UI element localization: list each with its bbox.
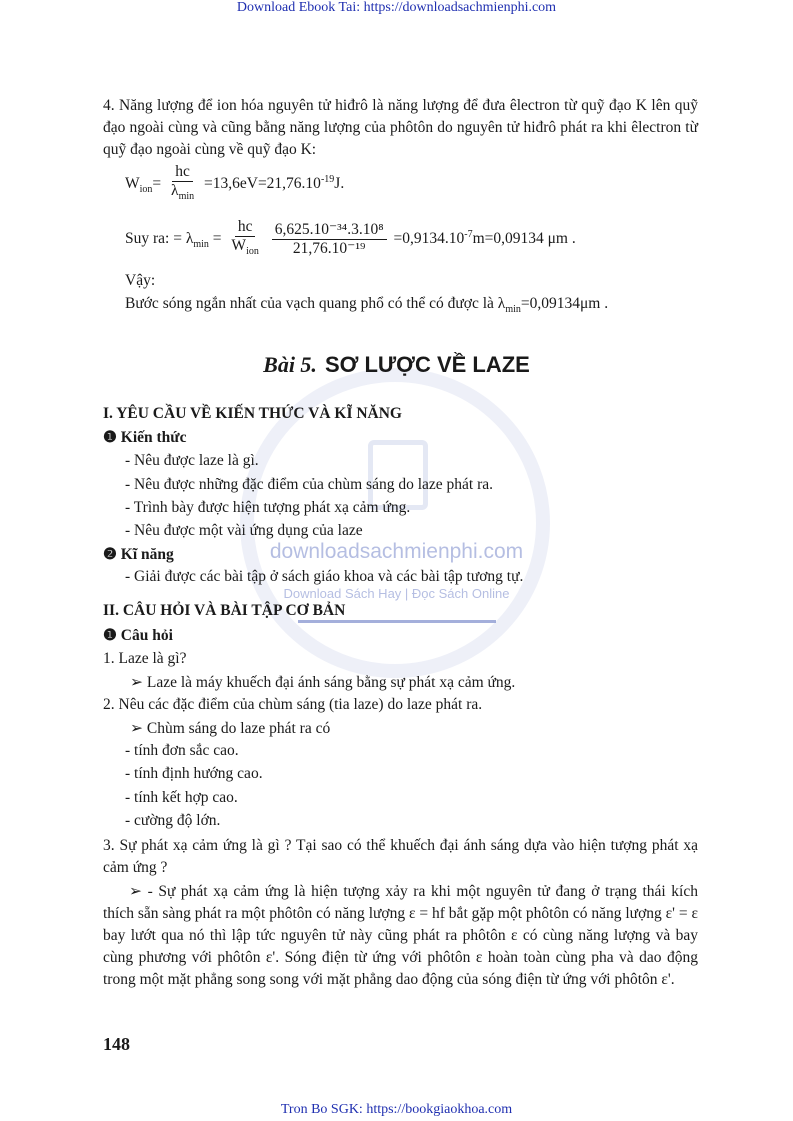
vay-label: Vậy: xyxy=(125,272,156,289)
knowledge-item: - Trình bày được hiện tượng phát xạ cảm ứng. xyxy=(125,499,411,516)
knowledge-item: - Nêu được những đặc điểm của chùm sáng do laze phát ra. xyxy=(125,476,494,493)
knowledge-heading: ❶ Kiến thức xyxy=(103,429,187,446)
equation-lambda-min: Suy ra: = $\lambda_{min}$ = $\frac{hc}{W_{ion}}$ $\frac{\text{6,625.10⁻³⁴.3.10⁸}}{\text{21,76.10⁻¹⁹}}$ $=0,9134.10^{-7}m=0,09134$ μm . xyxy=(125,218,576,258)
lesson-title: Bài 5. SƠ LƯỢC VỀ LAZE xyxy=(263,352,530,377)
problem-4-text: 4. Năng lượng để ion hóa nguyên tử hiđrô là năng lượng để đưa êlectron từ quỹ đạo K lên quỹ đạo ngoài cùng và cũng bằng năng lượng của phôtôn do nguyên tử hiđrô phát ra khi êlectron từ quỹ đạo ngoài cùng về quỹ đạo K: xyxy=(103,97,698,158)
watermark-bar xyxy=(298,620,496,623)
equation-w-ion: $W_{ion}=$ $\frac{hc}{\lambda_{min}}$ $=13,6eV=21,76.10^{-19}J$. xyxy=(125,163,345,203)
conclusion-line: Bước sóng ngắn nhất của vạch quang phổ có thể có được là $\lambda_{min}=0,09134\mu m$ . xyxy=(125,295,609,316)
footer-sgk-link[interactable]: Tron Bo SGK: https://bookgiaokhoa.com xyxy=(280,1102,513,1117)
watermark-site: downloadsachmienphi.com xyxy=(269,540,524,563)
answer-2-intro: ➢ Chùm sáng do laze phát ra có xyxy=(130,720,331,737)
answer-2-item: - tính đơn sắc cao. xyxy=(125,742,239,759)
page-number: 148 xyxy=(103,1034,130,1054)
answer-3: ➢ - Sự phát xạ cảm ứng là hiện tượng xảy ra khi một nguyên tử đang ở trạng thái kích thích sẵn sàng phát ra một phôtôn có năng lượng ε = hf bắt gặp một phôtôn có năng lượng ε' = ε bay lướt qua nó thì lập tức nguyên tử này cũng phát ra phôtôn ε có cùng năng lượng và bay cùng phương với phôtôn ε'. Sóng điện từ ứng với phôtôn ε hoàn toàn cùng pha và dao động trong một mặt phẳng song song với mặt phẳng dao động của sóng điện từ ứng với phôtôn ε'. xyxy=(103,883,698,988)
answer-2-item: - tính kết hợp cao. xyxy=(125,789,238,806)
section-1-heading: I. YÊU CẦU VỀ KIẾN THỨC VÀ KĨ NĂNG xyxy=(103,405,402,422)
skill-heading: ❷ Kĩ năng xyxy=(103,546,174,563)
question-3: 3. Sự phát xạ cảm ứng là gì ? Tại sao có thể khuếch đại ánh sáng dựa vào hiện tượng phát xạ cảm ứng ? xyxy=(103,837,698,876)
section-2-heading: II. CÂU HỎI VÀ BÀI TẬP CƠ BẢN xyxy=(103,602,346,619)
question-1: 1. Laze là gì? xyxy=(103,650,187,667)
questions-heading: ❶ Câu hỏi xyxy=(103,627,173,644)
header-download-link[interactable]: Download Ebook Tai: https://downloadsachmienphi.com xyxy=(236,0,557,15)
answer-2-item: - tính định hướng cao. xyxy=(125,765,263,782)
answer-2-item: - cường độ lớn. xyxy=(125,812,221,829)
skill-item: - Giải được các bài tập ở sách giáo khoa và các bài tập tương tự. xyxy=(125,568,524,585)
question-2: 2. Nêu các đặc điểm của chùm sáng (tia laze) do laze phát ra. xyxy=(103,696,483,713)
knowledge-item: - Nêu được laze là gì. xyxy=(125,452,259,469)
answer-1: ➢ Laze là máy khuếch đại ánh sáng bằng sự phát xạ cảm ứng. xyxy=(130,674,516,691)
watermark-tagline: Download Sách Hay | Đọc Sách Online xyxy=(283,586,510,601)
knowledge-item: - Nêu được một vài ứng dụng của laze xyxy=(125,522,363,539)
